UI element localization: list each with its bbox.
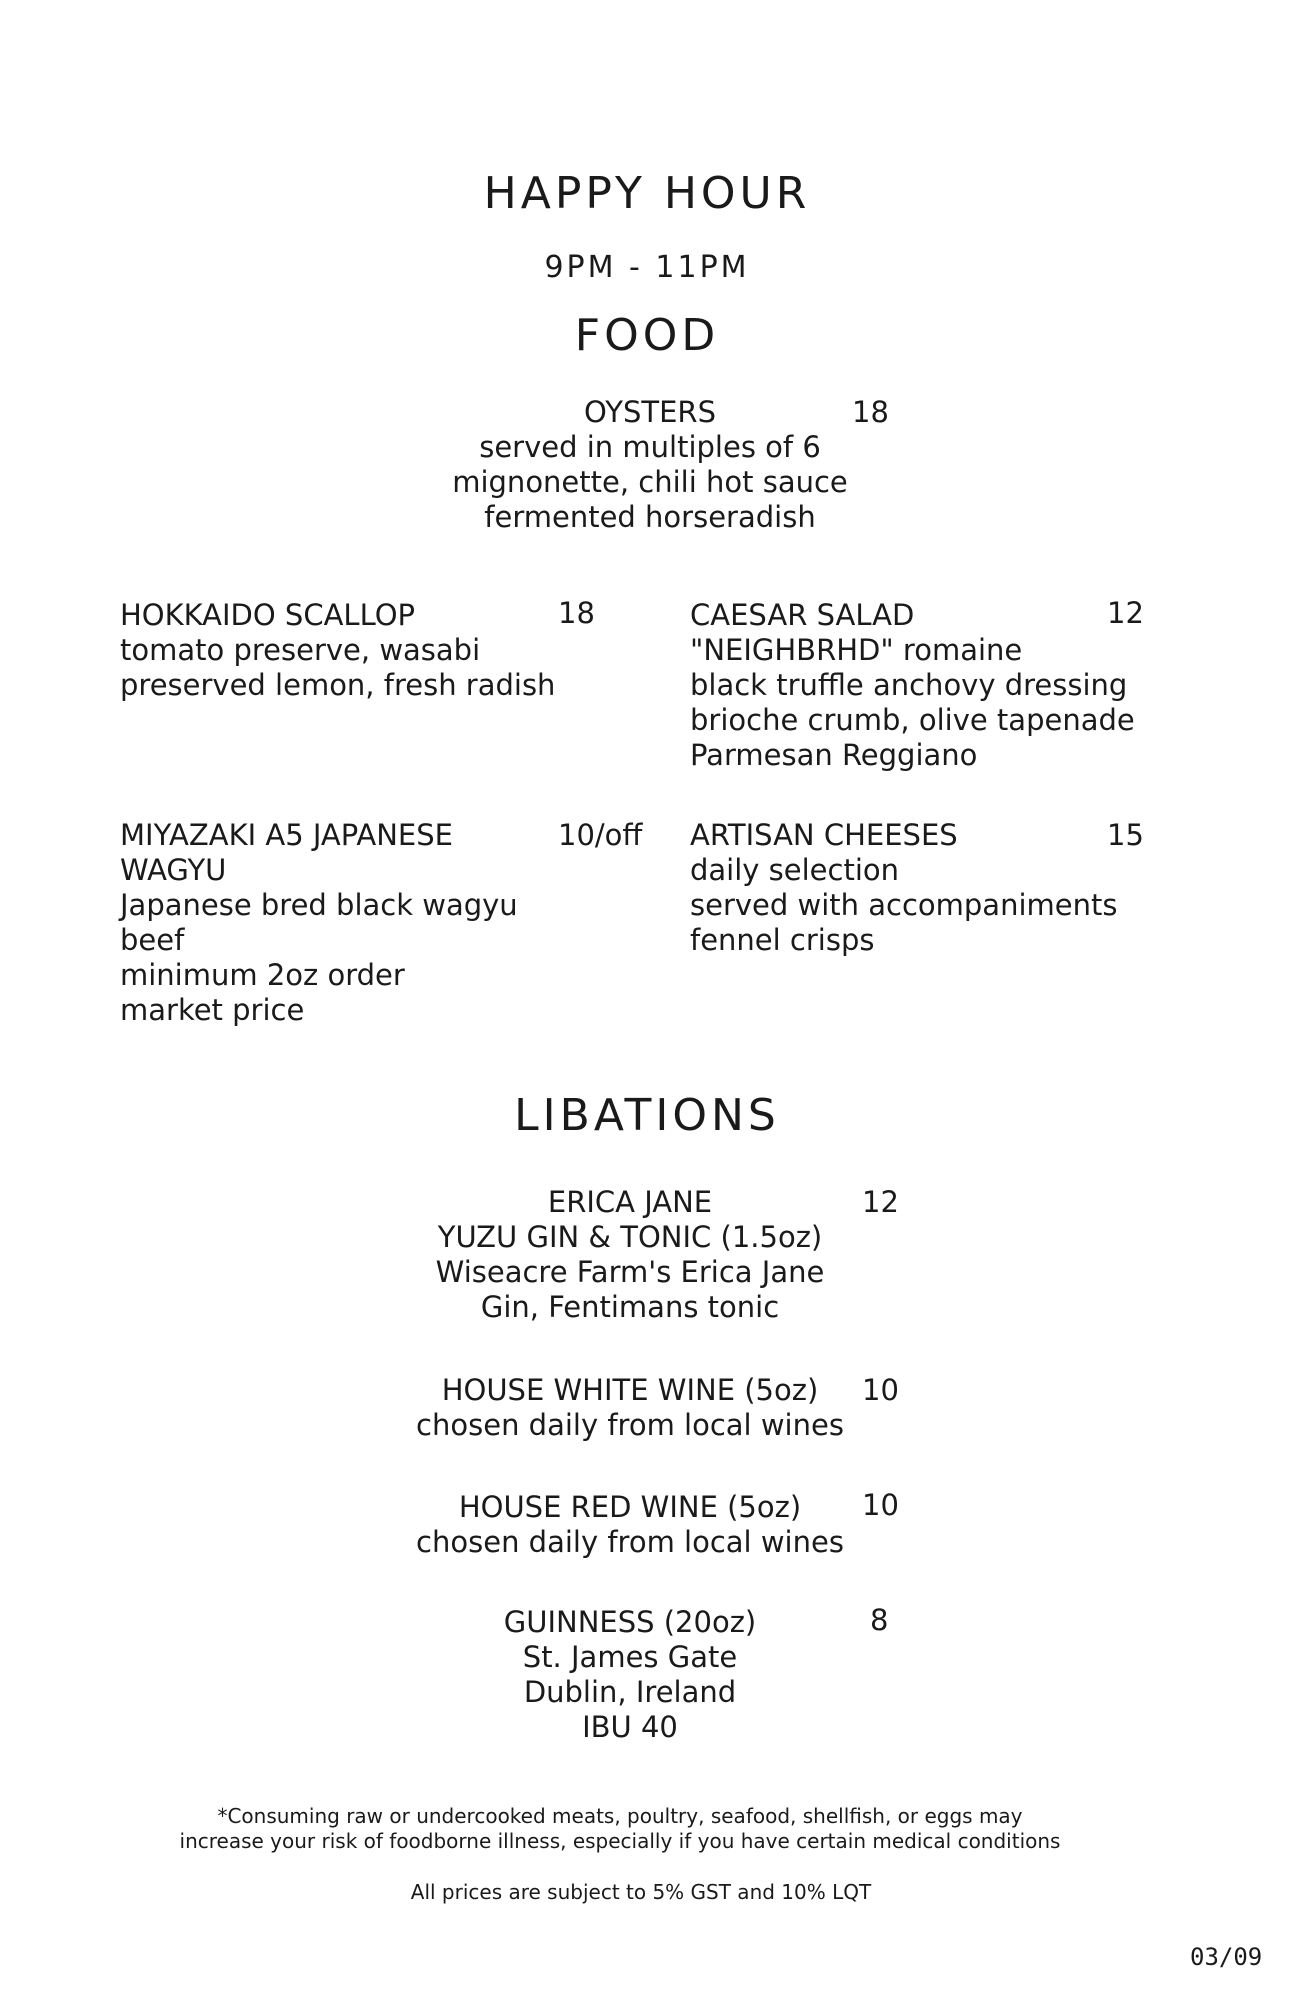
item-name: WAGYU [120, 853, 227, 887]
item-name: MIYAZAKI A5 JAPANESE [120, 818, 453, 852]
item-desc-line: daily selection [690, 853, 900, 887]
item-name: GUINNESS (20oz) [503, 1605, 757, 1639]
item-name: ARTISAN CHEESES [690, 818, 958, 852]
item-price: 12 [862, 1185, 899, 1219]
item-desc-line: minimum 2oz order [120, 958, 405, 992]
item-name: OYSTERS [584, 395, 716, 429]
page-title: HAPPY HOUR [483, 168, 811, 219]
item-price: 10 [862, 1373, 899, 1407]
tax-note: All prices are subject to 5% GST and 10% LQT [410, 1880, 872, 1904]
food-heading: FOOD [574, 310, 720, 361]
item-desc-line: IBU 40 [582, 1710, 678, 1744]
item-name: YUZU GIN & TONIC (1.5oz) [437, 1220, 823, 1254]
item-name: HOKKAIDO SCALLOP [120, 598, 416, 632]
item-name: HOUSE WHITE WINE (5oz) [441, 1373, 819, 1407]
item-name: CAESAR SALAD [690, 598, 915, 632]
item-price: 10 [862, 1488, 899, 1522]
item-name: HOUSE RED WINE (5oz) [458, 1490, 802, 1524]
item-price: 18 [852, 395, 889, 429]
item-desc-line: black truffle anchovy dressing [690, 668, 1128, 702]
item-desc-line: market price [120, 993, 305, 1027]
item-name: ERICA JANE [547, 1185, 713, 1219]
item-desc-line: "NEIGHBRHD" romaine [690, 633, 1023, 667]
disclaimer-line: *Consuming raw or undercooked meats, poultry, seafood, shellfish, or eggs may [217, 1804, 1023, 1828]
item-price: 15 [1107, 818, 1144, 852]
item-desc-line: fennel crisps [690, 923, 875, 957]
item-desc-line: chosen daily from local wines [416, 1525, 844, 1559]
item-desc-line: Parmesan Reggiano [690, 738, 978, 772]
item-desc-line: St. James Gate [522, 1640, 738, 1674]
item-desc-line: served with accompaniments [690, 888, 1118, 922]
item-desc-line: Japanese bred black wagyu [120, 888, 518, 922]
item-price: 8 [870, 1603, 889, 1637]
item-price: 12 [1107, 596, 1144, 630]
item-desc-line: fermented horseradish [484, 500, 816, 534]
item-desc-line: beef [120, 923, 185, 957]
item-desc-line: chosen daily from local wines [416, 1408, 844, 1442]
item-desc-line: Dublin, Ireland [523, 1675, 737, 1709]
item-desc-line: preserved lemon, fresh radish [120, 668, 556, 702]
item-desc-line: served in multiples of 6 [479, 430, 821, 464]
item-price: 18 [558, 596, 595, 630]
libations-heading: LIBATIONS [514, 1090, 780, 1141]
disclaimer-line: increase your risk of foodborne illness, especially if you have certain medical conditions [179, 1829, 1061, 1853]
happy-hour-time: 9PM - 11PM [544, 250, 750, 285]
item-price: 10/off [558, 818, 643, 852]
item-desc-line: Gin, Fentimans tonic [480, 1290, 780, 1324]
item-desc-line: Wiseacre Farm's Erica Jane [435, 1255, 825, 1289]
item-desc-line: mignonette, chili hot sauce [452, 465, 848, 499]
item-desc-line: brioche crumb, olive tapenade [690, 703, 1135, 737]
page-number: 03/09 [1190, 1943, 1263, 1971]
item-desc-line: tomato preserve, wasabi [120, 633, 481, 667]
